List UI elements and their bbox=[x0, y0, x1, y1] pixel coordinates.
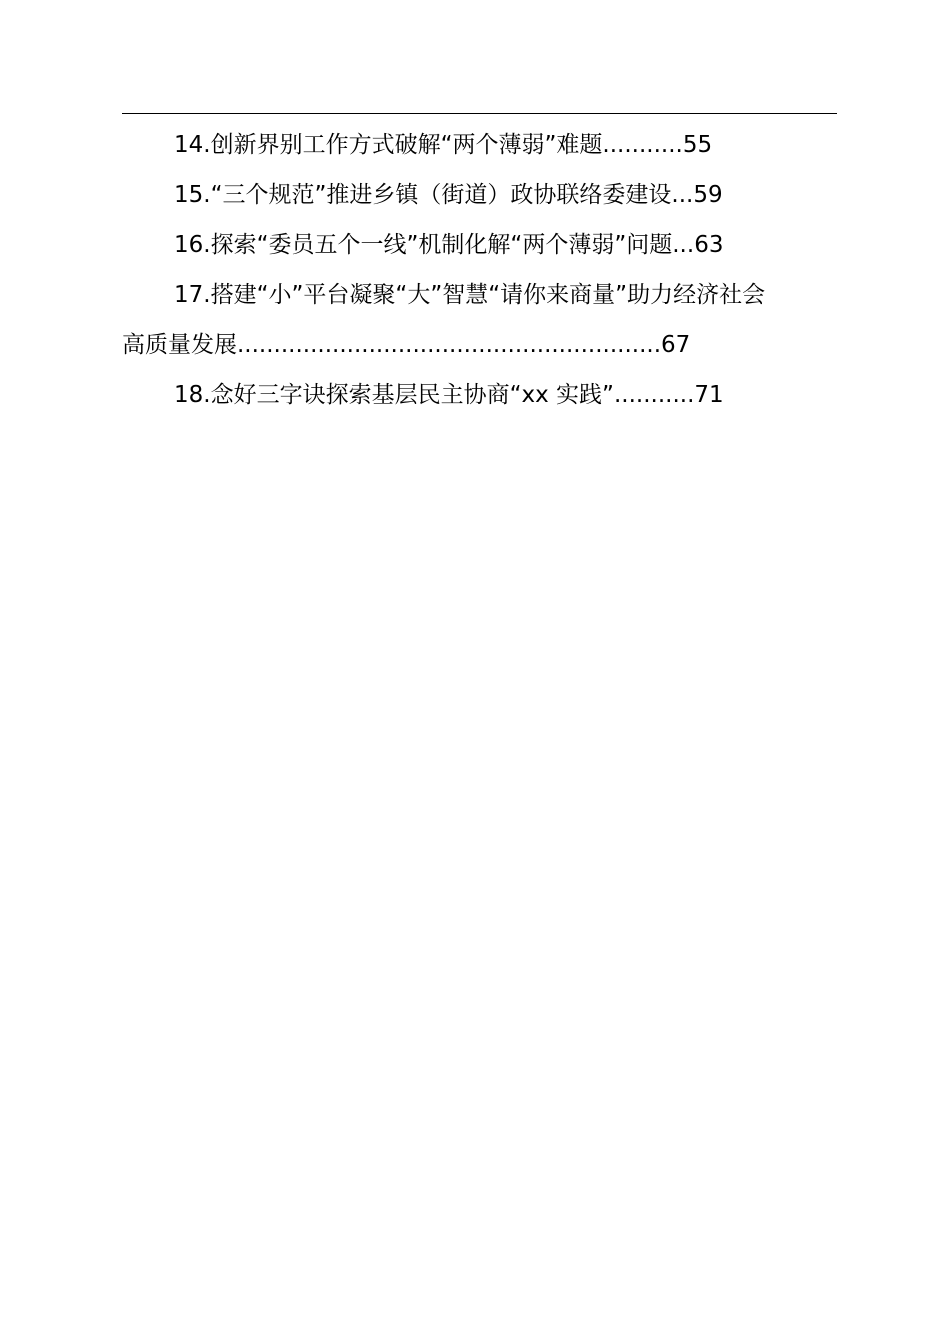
toc-number: 16. bbox=[174, 232, 211, 258]
toc-page-number: 67 bbox=[661, 332, 691, 358]
toc-number: 17. bbox=[174, 282, 211, 308]
toc-number: 18. bbox=[174, 382, 211, 408]
toc-number: 14. bbox=[174, 132, 211, 158]
toc-leader: ........... bbox=[613, 382, 695, 408]
toc-page-number: 59 bbox=[693, 182, 723, 208]
toc-entry-17[interactable] bbox=[122, 270, 837, 370]
toc-title: “三个规范”推进乡镇（街道）政协联络委建设 bbox=[210, 182, 672, 208]
toc-line-continuation bbox=[122, 320, 837, 370]
toc-title: 搭建“小”平台凝聚“大”智慧“请你来商量”助力经济社会 bbox=[210, 282, 766, 308]
toc-entry-14[interactable] bbox=[122, 120, 837, 170]
toc-number: 15. bbox=[174, 182, 211, 208]
toc-line bbox=[122, 220, 837, 270]
toc-line bbox=[122, 120, 837, 170]
toc-title: 念好三字诀探索基层民主协商“xx 实践” bbox=[210, 382, 614, 408]
toc-leader: ... bbox=[671, 182, 694, 208]
toc-entry-18[interactable] bbox=[122, 370, 837, 420]
toc-leader: ........... bbox=[602, 132, 683, 158]
toc-leader: ... bbox=[672, 232, 695, 258]
toc-title: 探索“委员五个一线”机制化解“两个薄弱”问题 bbox=[210, 232, 673, 258]
toc-line bbox=[122, 170, 837, 220]
table-of-contents bbox=[122, 120, 837, 420]
toc-entry-15[interactable] bbox=[122, 170, 837, 220]
toc-line bbox=[122, 270, 837, 320]
toc-page-number: 63 bbox=[694, 232, 724, 258]
toc-title: 创新界别工作方式破解“两个薄弱”难题 bbox=[210, 132, 603, 158]
toc-line bbox=[122, 370, 837, 420]
toc-page-number: 55 bbox=[682, 132, 713, 158]
toc-leader: .......................................................... bbox=[237, 332, 662, 358]
toc-page-number: 71 bbox=[694, 382, 724, 408]
toc-entry-16[interactable] bbox=[122, 220, 837, 270]
toc-title-continuation: 高质量发展 bbox=[122, 332, 237, 358]
header-rule bbox=[122, 113, 837, 114]
